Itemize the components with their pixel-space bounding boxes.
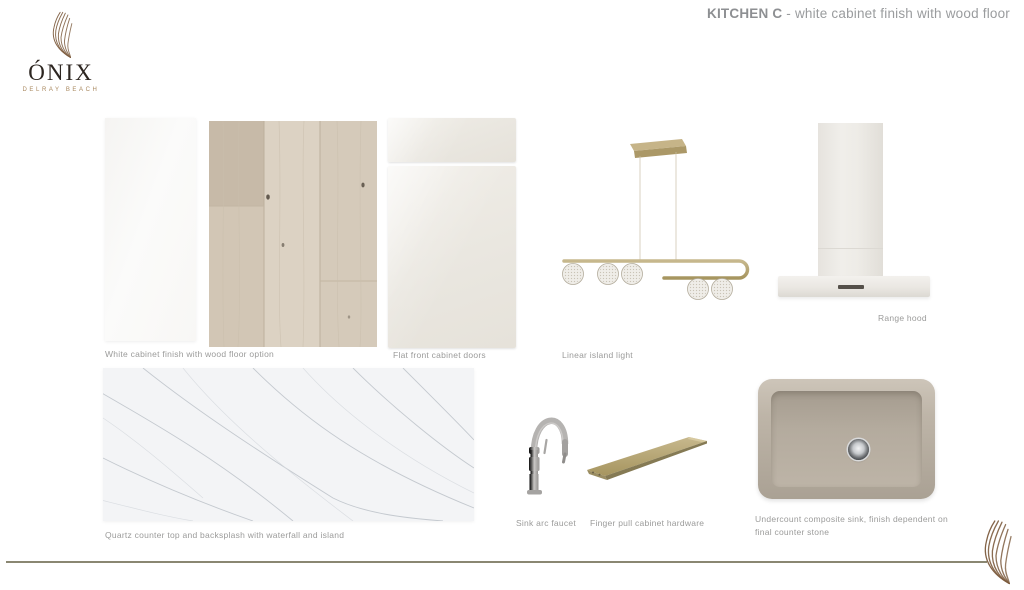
white-cabinet-finish-swatch	[105, 118, 196, 341]
kitchen-code: KITCHEN C	[707, 6, 783, 21]
caption-flat-front-doors: Flat front cabinet doors	[393, 350, 486, 360]
sink-arc-faucet	[516, 400, 576, 500]
range-hood	[778, 118, 930, 300]
caption-sink-arc-faucet: Sink arc faucet	[516, 518, 576, 528]
flame-icon	[40, 8, 82, 60]
caption-white-cabinet-finish: White cabinet finish with wood floor option	[105, 349, 275, 359]
range-hood-seam	[818, 248, 883, 249]
page-title	[707, 6, 1010, 21]
cabinet-door-front	[388, 166, 516, 348]
caption-finger-pull: Finger pull cabinet hardware	[590, 518, 705, 528]
wood-floor-sample	[209, 121, 377, 347]
range-hood-control-panel	[838, 285, 864, 289]
brand-name: ÓNIX	[28, 60, 94, 85]
cabinet-drawer-front	[388, 118, 516, 162]
linear-island-light	[560, 132, 760, 304]
caption-linear-island-light: Linear island light	[562, 350, 633, 360]
quartz-counter-sample	[103, 368, 474, 521]
footer-divider-line	[6, 561, 987, 563]
finger-pull-hardware	[583, 430, 713, 482]
sink-bowl	[771, 391, 922, 487]
kitchen-description: - white cabinet finish with wood floor	[782, 6, 1010, 21]
range-hood-chimney	[818, 123, 883, 276]
footer-flame-icon	[972, 512, 1020, 590]
caption-undercount-sink: Undercount composite sink, finish dependent on final counter stone	[755, 514, 948, 538]
flat-front-cabinet-doors	[388, 118, 516, 348]
sink-drain	[848, 439, 869, 460]
caption-range-hood: Range hood	[878, 313, 927, 323]
brand-logo	[22, 8, 100, 93]
caption-quartz-counter: Quartz counter top and backsplash with waterfall and island	[105, 530, 345, 540]
undercount-composite-sink	[758, 379, 935, 499]
brand-location: DELRAY BEACH	[22, 87, 100, 93]
